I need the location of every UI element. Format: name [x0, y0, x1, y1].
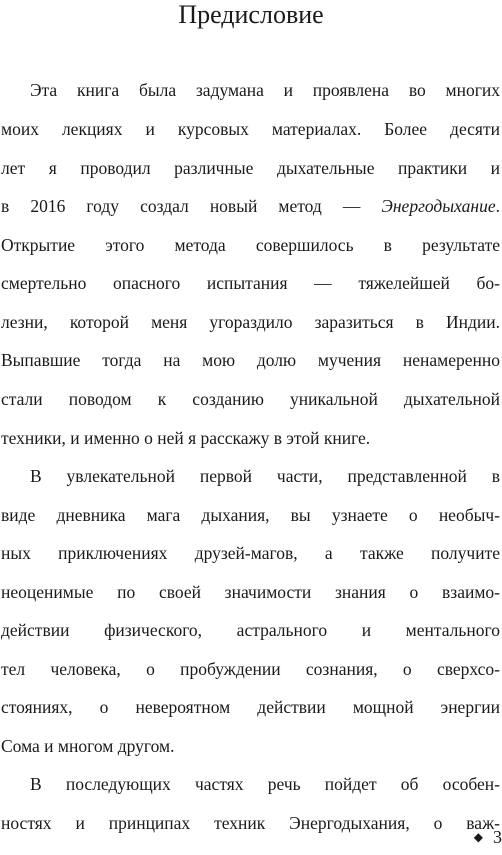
text-line: моих лекциях и курсовых материалах. Более десяти [1, 119, 500, 139]
text-run: в 2016 году создал новый метод — [1, 196, 361, 216]
text-line: В последующих частях речь пойдет об особен- [30, 774, 500, 794]
text-line: стали поводом к созданию уникальной дыхательной [1, 389, 500, 409]
text-line: виде дневника мага дыхания, вы узнаете о необыч- [1, 505, 500, 525]
text-line: Выпавшие тогда на мою долю мучения ненамеренно [1, 350, 500, 370]
text-line: действии физического, астрального и ментального [1, 620, 500, 640]
text-line: Сома и многом другом. [1, 736, 175, 756]
text-line: техники, и именно о ней я расскажу в этой книге. [1, 428, 371, 448]
text-line: стояниях, о невероятном действии мощной энергии [1, 697, 500, 717]
text-line: Открытие этого метода совершилось в результате [1, 235, 500, 255]
text-line: неоценимые по своей значимости знания о взаимо- [1, 582, 500, 602]
text-line: В увлекательной первой части, представленной в [30, 466, 500, 486]
text-line: ных приключениях друзей-магов, а также получите [1, 543, 500, 563]
text-line: лезни, которой меня угораздило заразиться в Индии. [1, 312, 500, 332]
text-line: тел человека, о пробуждении сознания, о сверхсо- [1, 659, 500, 679]
page-title: Предисловие [178, 0, 324, 29]
text-line: смертельно опасного испытания — тяжелейшей бо- [1, 273, 500, 293]
diamond-icon: ◆ [473, 830, 483, 844]
text-line: ностях и принципах техник Энергодыхания, о важ- [1, 813, 500, 833]
emphasized-term: Энергодыхание [381, 196, 496, 216]
text-line: лет я проводил различные дыхательные практики и [1, 158, 500, 178]
text-line: Эта книга была задумана и проявлена во многих [30, 80, 500, 100]
text-run: . [495, 196, 500, 216]
page-number: 3 [493, 827, 502, 847]
page-footer [474, 827, 502, 848]
text-line [1, 190, 500, 222]
